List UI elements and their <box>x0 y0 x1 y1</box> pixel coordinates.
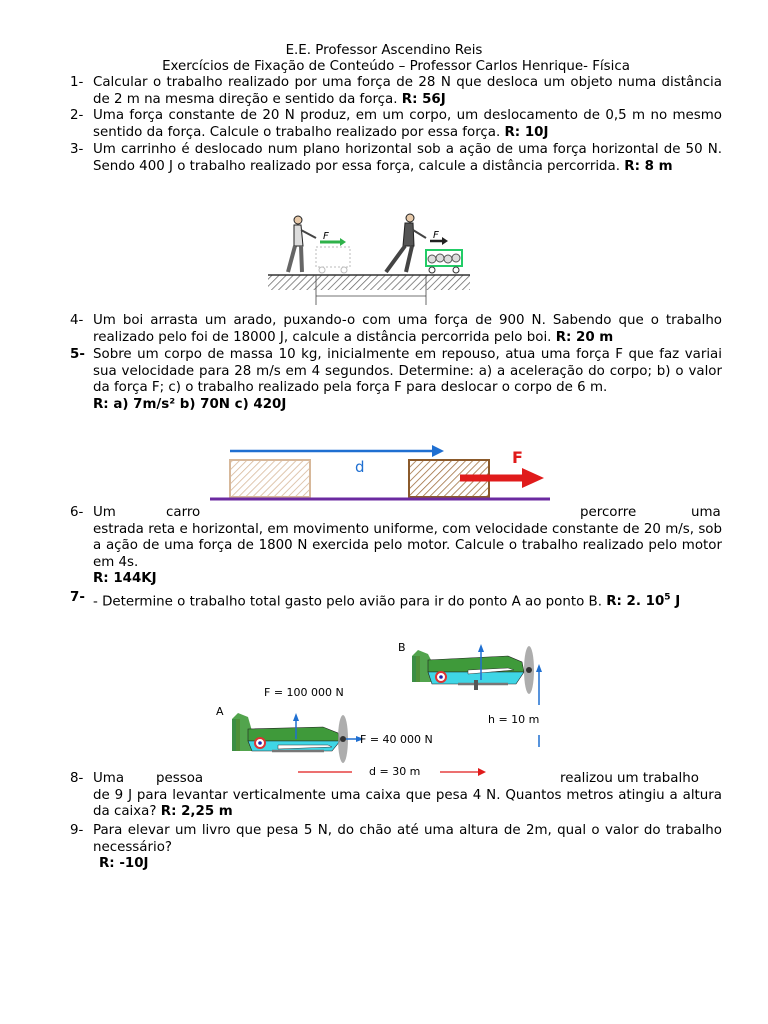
force-a-label: F = 40 000 N <box>360 733 433 746</box>
question-text-start: Um <box>93 505 116 520</box>
force-label: F <box>433 230 439 241</box>
distance-label: d = 30 m <box>369 765 421 778</box>
question-number: 8- <box>70 771 84 786</box>
airplane-a <box>232 713 364 763</box>
question-number: 7- <box>70 590 85 605</box>
worksheet-title: Exercícios de Fixação de Conteúdo – Professor Carlos Henrique- Física <box>162 59 630 74</box>
answer: R: 8 m <box>624 158 673 174</box>
airplane-figure <box>212 635 557 780</box>
question-7 <box>70 590 722 611</box>
question-number: 3- <box>70 142 84 157</box>
question-text-end: percorre <box>580 505 637 520</box>
question-text-mid: carro <box>166 505 201 520</box>
block-figure <box>210 440 555 505</box>
question-number: 9- <box>70 823 84 838</box>
person-icon <box>288 216 316 272</box>
question-number: 5- <box>70 347 85 362</box>
school-name: E.E. Professor Ascendino Reis <box>285 43 483 58</box>
question-text-mid: pessoa <box>156 771 204 786</box>
question-6 <box>70 505 722 588</box>
question-number: 1- <box>70 75 84 90</box>
question-2 <box>70 108 722 141</box>
answer: R: 10J <box>504 124 549 140</box>
question-5 <box>70 347 722 413</box>
force-b-label: F = 100 000 N <box>264 686 344 699</box>
force-label: F <box>323 231 329 242</box>
question-number: 6- <box>70 505 84 520</box>
question-text-end2: uma <box>691 505 721 520</box>
question-text: Uma força constante de 20 N produz, em um corpo, um deslocamento de 0,5 m no mesmo sentido da força. Calcule o trabalho realizado por essa força. <box>93 108 722 140</box>
question-4 <box>70 313 722 346</box>
question-text: estrada reta e horizontal, em movimento uniforme, com velocidade constante de 20 m/s, sob a ação de uma força de 1800 N exercida pelo motor. Calcule o trabalho realizado pelo motor em 4s. <box>93 521 722 570</box>
airplane-b <box>412 644 534 694</box>
answer: R: 2,25 m <box>160 804 233 819</box>
question-text-end: realizou um trabalho <box>560 771 699 786</box>
question-text: Para elevar um livro que pesa 5 N, do chão até uma altura de 2m, qual o valor do trabalho necessário? <box>93 823 722 855</box>
answer: R: 56J <box>401 91 446 107</box>
cart-figure <box>268 208 470 306</box>
question-number: 4- <box>70 313 84 328</box>
question-text-start: Uma <box>93 771 125 786</box>
question-text: Um boi arrasta um arado, puxando-o com uma força de 900 N. Sabendo que o trabalho realizado pelo foi de 18000 J, calcule a distância percorrida pelo boi. <box>93 313 722 345</box>
answer: R: a) 7m/s² b) 70N c) 420J <box>93 396 287 412</box>
point-a-label: A <box>216 705 224 718</box>
answer: R: -10J <box>99 856 149 871</box>
person-icon <box>386 214 426 272</box>
point-b-label: B <box>398 641 406 654</box>
displacement-label: d <box>355 458 365 476</box>
answer: R: 2. $10^5$ J <box>606 593 681 610</box>
force-label: F <box>512 448 523 467</box>
question-9 <box>70 823 722 873</box>
question-text: Sobre um corpo de massa 10 kg, inicialmente em repouso, atua uma força F que faz variai sua velocidade para 28 m/s em 4 segundos. Determine: a) a aceleração do corpo; b) o valor da força F; c) o trabalho realizado pela força F para deslocar o corpo de 6 m. <box>93 347 722 395</box>
question-text: Calcular o trabalho realizado por uma força de 28 N que desloca um objeto numa distância de 2 m na mesma direção e sentido da força. <box>93 75 722 107</box>
answer: R: 144KJ <box>93 571 157 586</box>
question-3 <box>70 142 722 175</box>
question-1 <box>70 75 722 108</box>
height-label: h = 10 m <box>488 713 540 726</box>
question-number: 2- <box>70 108 84 123</box>
question-text: - Determine o trabalho total gasto pelo avião para ir do ponto A ao ponto B. <box>93 594 602 610</box>
question-text: de 9 J para levantar verticalmente uma caixa que pesa 4 N. Quantos metros atingiu a altura da caixa? <box>93 787 722 819</box>
question-text: Um carrinho é deslocado num plano horizontal sob a ação de uma força horizontal de 50 N. Sendo 400 J o trabalho realizado por essa força, calcule a distância percorrida. <box>93 142 722 174</box>
answer: R: 20 m <box>555 329 614 345</box>
question-8 <box>70 771 722 821</box>
